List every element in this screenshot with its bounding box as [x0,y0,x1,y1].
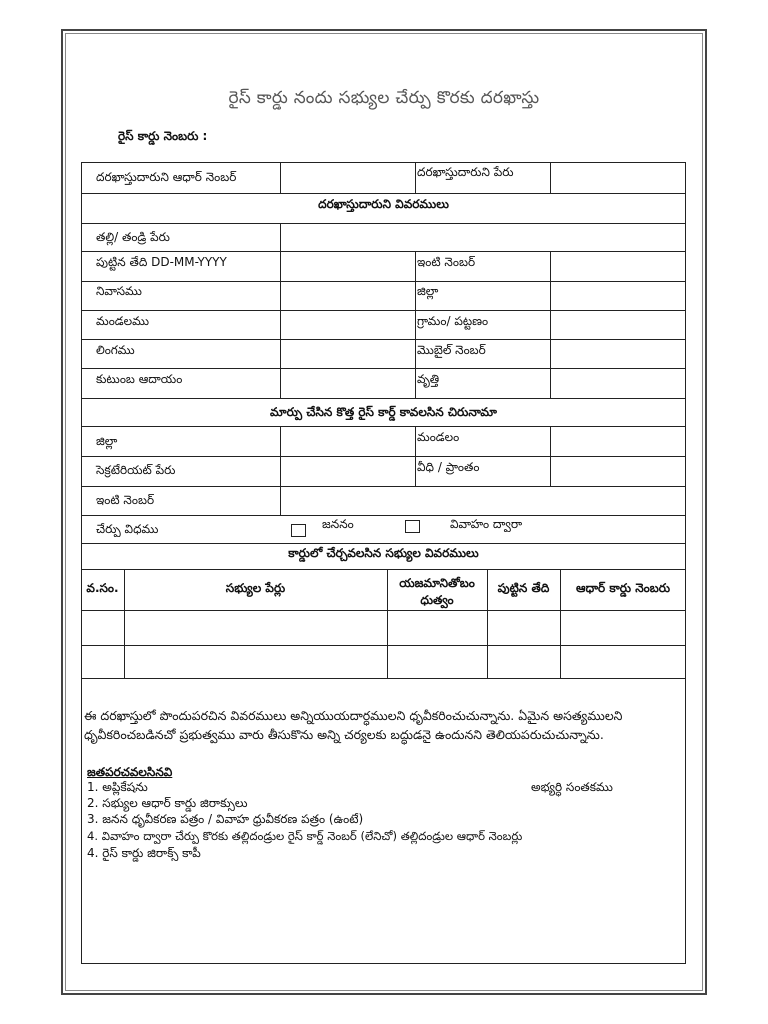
form-title: రైస్ కార్డు నందు సభ్యుల చేర్పు కొరకు దరఖాస్తు [228,88,540,108]
row-line [81,486,686,487]
members-header-relation: యజమానితోబం ధుత్వం [399,576,475,607]
row-line [81,515,686,516]
aadhaar-label: దరఖాస్తుదారుని ఆధార్ నెంబర్ [96,170,237,184]
members-header-name: సభ్యుల పేర్లు [225,581,286,595]
declaration-text: ఈ దరఖాస్తులో పొందుపరచిన వివరములు అన్నియుయదార్ధములని ధృవీకరించుచున్నాను. ఏమైన అసత్యములని ధృవీకరించబడినచో ప్రభుత్వము వారు తీసుకొను అన్ని చర్యలకు బద్ధుడనై ఉందునని తెలియపరుచుచున్నాను. [84,708,623,742]
family-income-label: కుటుంబ ఆదాయం [96,372,183,386]
house-no-label: ఇంటి నెంబర్ [417,255,476,269]
card-number-label: రైస్ కార్డు నెంబరు : [118,129,208,143]
col-line [280,223,281,398]
members-header-dob: పుట్టిన తేది [497,581,550,595]
row-line [81,456,686,457]
section-applicant-details: దరఖాస్తుదారుని వివరములు [318,197,449,211]
enclosure-item: 2. సభ్యుల ఆధార్ కార్డు జిరాక్సులు [87,796,248,810]
mandal-label: మండలము [96,314,150,328]
col-line [550,426,551,486]
row-line [81,678,686,679]
section-new-address: మార్పు చేసిన కొత్త రైస్ కార్డ్ కావలసిన చిరునామా [270,405,497,419]
row-line [81,569,686,570]
parent-name-label: తల్లి/ తండ్రి పేరు [96,230,170,244]
dob-label: పుట్టిన తేది DD-MM-YYYY [96,255,227,269]
row-line [81,426,686,427]
signature-label: అభ్యర్ధి సంతకము [531,780,613,794]
col-line [415,251,416,398]
secretariat-label: సెక్రటేరియట్ పేరు [96,463,176,477]
residence-label: నివాసము [96,284,142,298]
gender-label: లింగము [96,343,135,357]
enclosure-item: 1. అప్లికేషను [87,780,148,794]
row-line [81,610,686,611]
mobile-label: మొబైల్ నెంబర్ [417,343,486,357]
enclosure-item: 4. వివాహం ద్వారా చేర్పు కొరకు తల్లిదండ్రుల రైస్ కార్డ్ నెంబర్ (లేనిచో) తల్లిదండ్రుల ఆధార్ నెంబర్లు [87,829,523,843]
col-line [280,162,281,193]
members-header-aadhaar: ఆధార్ కార్డు నెంబరు [576,581,670,595]
village-label: గ్రామం/ పట్టణం [417,314,489,328]
col-line [550,251,551,398]
enclosure-item: 4. రైస్ కార్డు జిరాక్స్ కాపీ [87,846,201,860]
addition-method-label: చేర్పు విధము [96,522,159,536]
row-line [81,339,686,340]
section-members: కార్డులో చేర్చవలసిన సభ్యుల వివరములు [288,546,479,560]
district-label: జిల్లా [417,284,439,298]
birth-checkbox[interactable] [291,524,306,537]
address-district-label: జిల్లా [96,434,118,448]
row-line [81,251,686,252]
birth-option-label: జననం [322,517,354,531]
address-mandal-label: మండలం [417,430,460,444]
row-line [81,310,686,311]
enclosure-item: 3. జనన ధృవీకరణ పత్రం / వివాహ ధ్రువీకరణ పత్రం (ఉంటే) [87,812,364,826]
marriage-checkbox[interactable] [405,520,420,533]
col-line [280,426,281,515]
row-line [81,645,686,646]
col-line [387,569,388,678]
enclosures-title: జతపరచవలసినవి [87,765,173,779]
row-line [81,368,686,369]
col-line [415,426,416,486]
row-line [81,223,686,224]
members-header-sno: వ.సం. [86,581,119,595]
street-label: వీధి / ప్రాంతం [417,460,480,474]
row-line [81,281,686,282]
col-line [415,162,416,193]
address-house-no-label: ఇంటి నెంబర్ [96,493,155,507]
marriage-option-label: వివాహం ద్వారా [450,517,523,531]
row-line [81,398,686,399]
applicant-name-label: దరఖాస్తుదారుని పేరు [417,165,514,179]
row-line [81,193,686,194]
row-line [81,543,686,544]
occupation-label: వృత్తి [417,372,440,386]
col-line [550,162,551,193]
